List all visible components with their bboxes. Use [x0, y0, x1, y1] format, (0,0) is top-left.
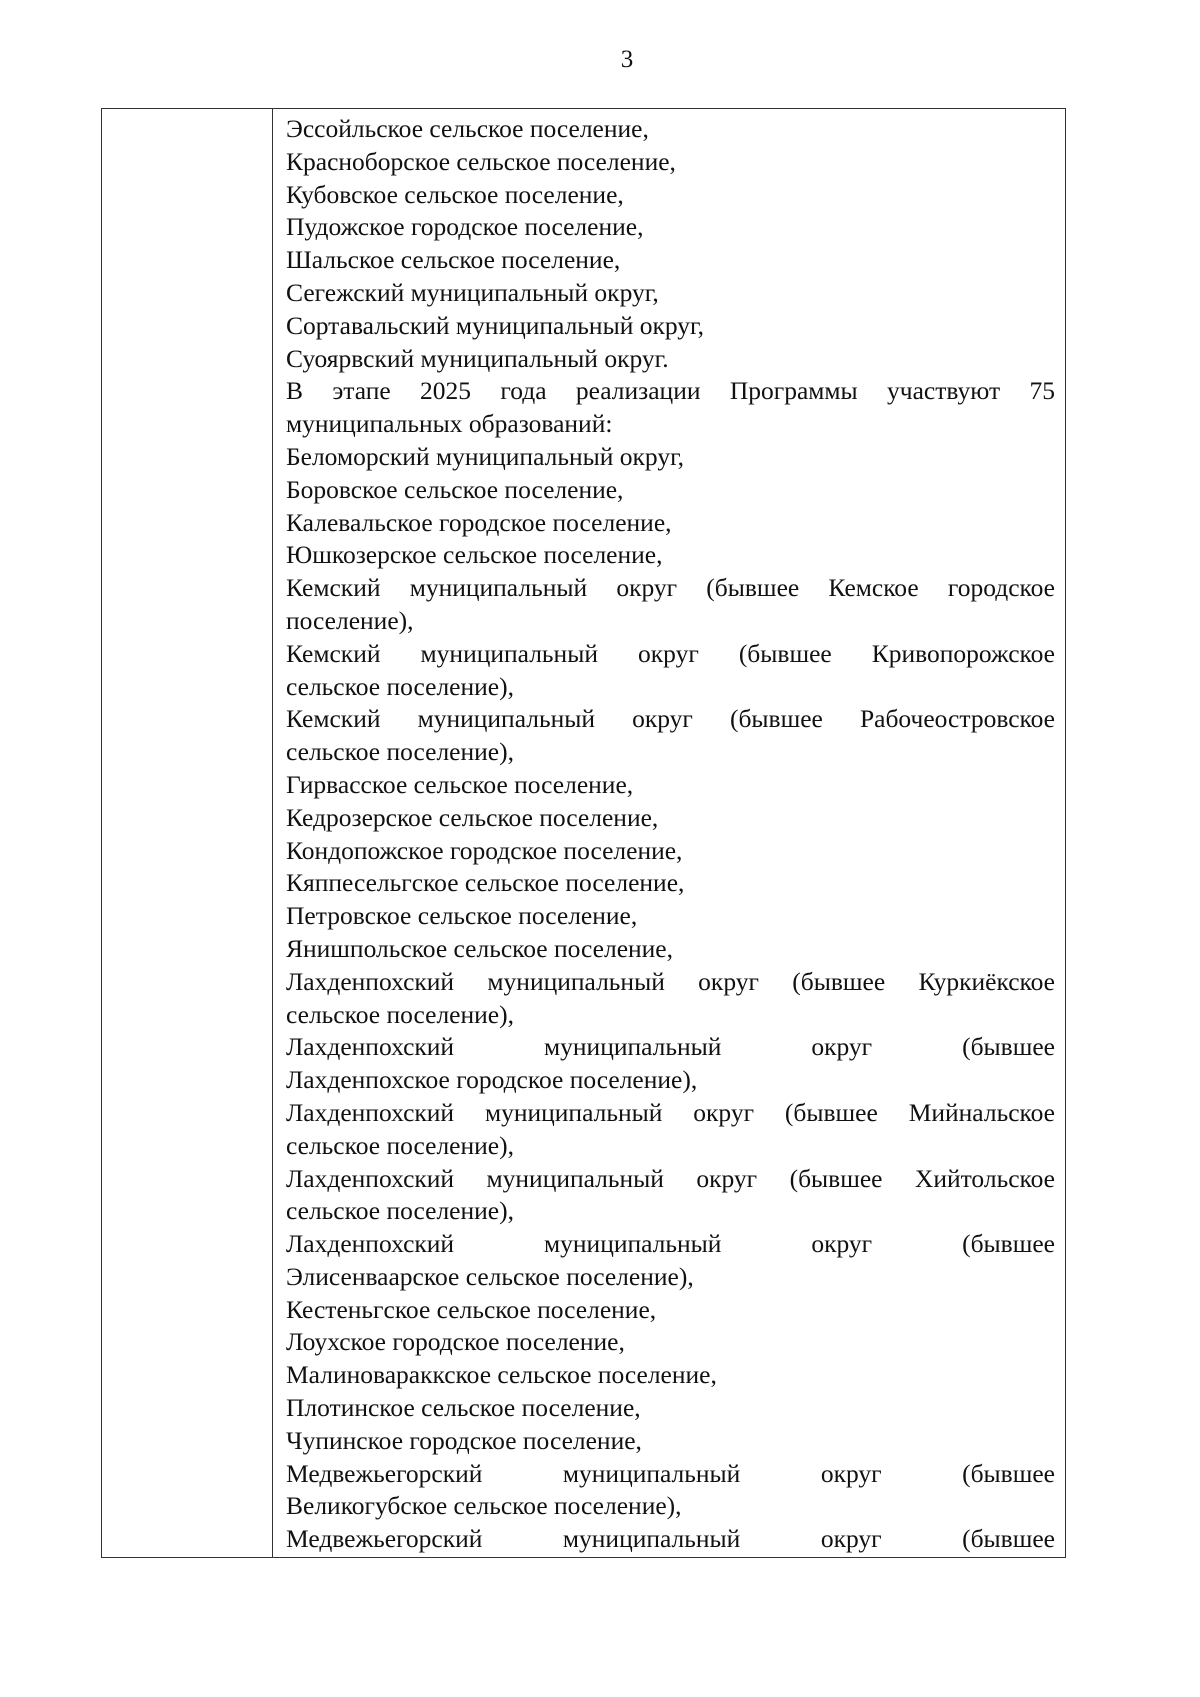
text-line: Калевальское городское поселение, [286, 507, 672, 537]
text-line: Суоярвский муниципальный округ. [286, 343, 669, 373]
text-line: В этапе 2025 года реализации Программы участвуют 75 [286, 376, 1055, 406]
text-line: Медвежьегорский муниципальный округ (бывшее [286, 1458, 1055, 1488]
text-line: Кубовское сельское поселение, [286, 179, 624, 209]
text-line: Лахденпохский муниципальный округ (бывшее [286, 1229, 1055, 1259]
text-line: Беломорский муниципальный округ, [286, 441, 685, 471]
text-line: Кемский муниципальный округ (бывшее Кривопорожское [286, 638, 1055, 668]
text-line: сельское поселение), [286, 1196, 514, 1226]
text-line: Лахденпохский муниципальный округ (бывшее Куркиёкское [286, 966, 1055, 996]
text-line: Медвежьегорский муниципальный округ (бывшее [286, 1524, 1055, 1554]
text-line: Шальское сельское поселение, [286, 245, 621, 275]
text-line: Чупинское городское поселение, [286, 1425, 642, 1455]
table-left-column [102, 109, 273, 1557]
text-line: сельское поселение), [286, 671, 514, 701]
text-line: Лахденпохский муниципальный округ (бывшее Мийнальское [286, 1097, 1055, 1127]
text-line: Кондопожское городское поселение, [286, 835, 683, 865]
text-line: Юшкозерское сельское поселение, [286, 540, 663, 570]
text-line: муниципальных образований: [286, 409, 613, 439]
table-right-column [273, 109, 1065, 1557]
text-line: Кемский муниципальный округ (бывшее Кемское городское [286, 573, 1055, 603]
text-line: Петровское сельское поселение, [286, 901, 638, 931]
text-line: сельское поселение), [286, 1130, 514, 1160]
text-line: Пудожское городское поселение, [286, 212, 644, 242]
text-line: Лахденпохское городское поселение), [286, 1065, 698, 1095]
text-line: сельское поселение), [286, 737, 514, 767]
text-line: поселение), [286, 605, 414, 635]
text-line: Гирвасское сельское поселение, [286, 769, 634, 799]
text-line: Великогубское сельское поселение), [286, 1491, 682, 1521]
text-line: Малиновараккское сельское поселение, [286, 1360, 717, 1390]
text-line: Кестеньгское сельское поселение, [286, 1294, 657, 1324]
text-line: Кедрозерское сельское поселение, [286, 802, 659, 832]
text-line: Лоухское городское поселение, [286, 1327, 625, 1357]
text-line: Лахденпохский муниципальный округ (бывшее [286, 1032, 1055, 1062]
text-line: Плотинское сельское поселение, [286, 1393, 641, 1423]
text-line: Сортавальский муниципальный округ, [286, 310, 704, 340]
text-line: Кемский муниципальный округ (бывшее Рабочеостровское [286, 704, 1055, 734]
text-line: Лахденпохский муниципальный округ (бывшее Хийтольское [286, 1163, 1055, 1193]
text-line: сельское поселение), [286, 999, 514, 1029]
text-line: Боровское сельское поселение, [286, 474, 624, 504]
text-line: Сегежский муниципальный округ, [286, 277, 659, 307]
document-table [101, 108, 1066, 1558]
text-line: Красноборское сельское поселение, [286, 146, 676, 176]
text-line: Кяппесельгское сельское поселение, [286, 868, 685, 898]
text-line: Эссойльское сельское поселение, [286, 114, 649, 143]
text-line: Элисенваарское сельское поселение), [286, 1261, 694, 1291]
page-number: 3 [620, 46, 634, 73]
text-line: Янишпольское сельское поселение, [286, 933, 673, 963]
